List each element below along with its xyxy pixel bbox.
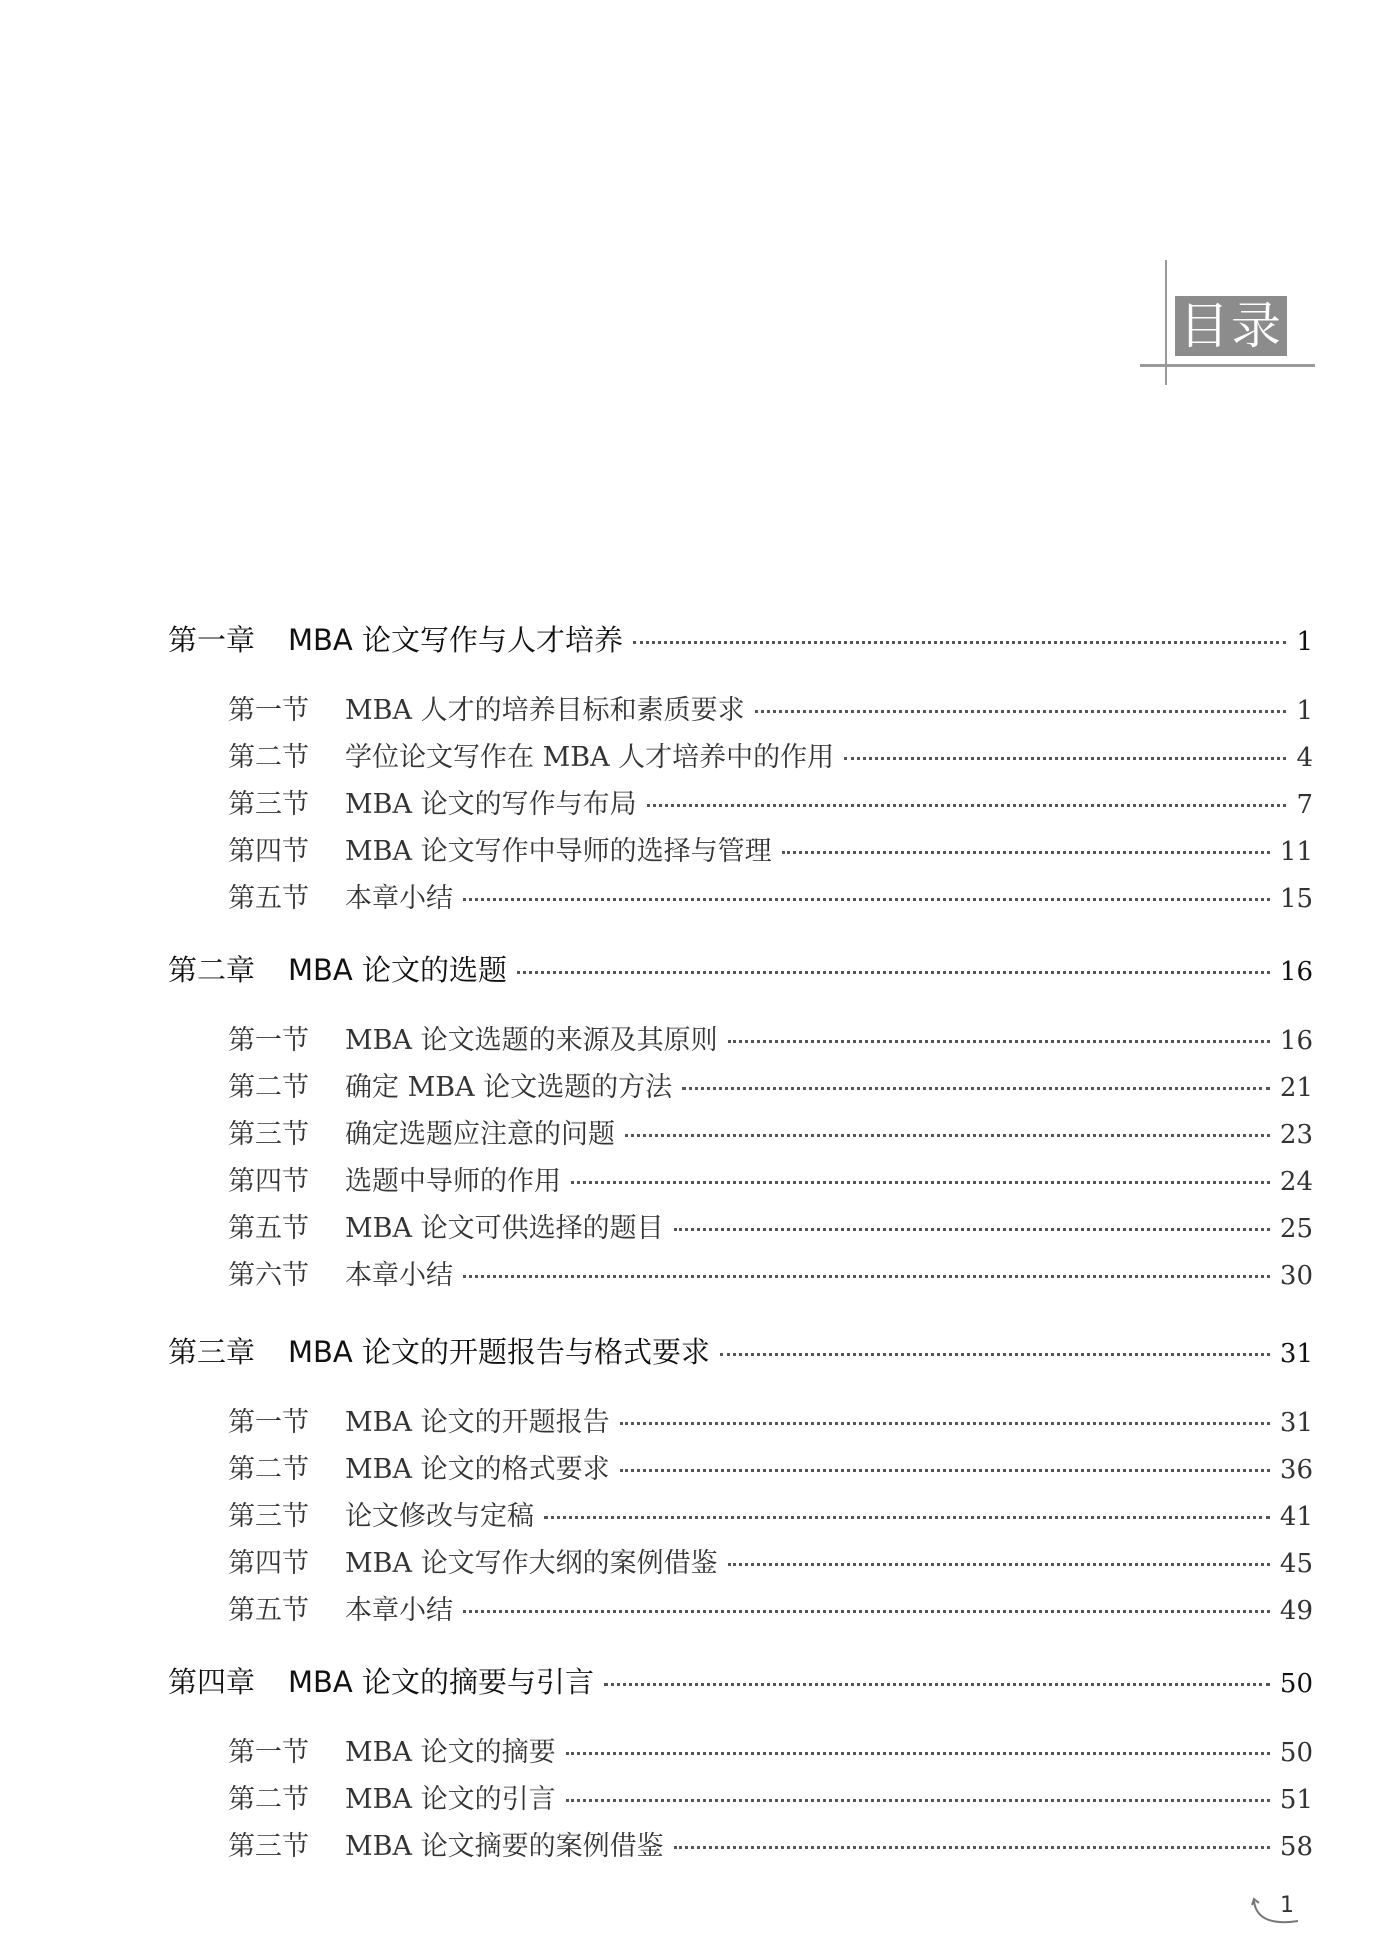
- page-folio: [1250, 1893, 1310, 1933]
- entry-page-number: 50: [1279, 1738, 1313, 1768]
- chapter-entry[interactable]: [168, 618, 1313, 659]
- dot-leader: [625, 1134, 1270, 1137]
- chapter-entry[interactable]: [168, 948, 1313, 989]
- entry-title: MBA 论文写作与人才培养: [288, 623, 623, 657]
- entry-number: 第三章: [168, 1335, 256, 1369]
- entry-title: 本章小结: [345, 1595, 453, 1626]
- entry-title: MBA 论文摘要的案例借鉴: [345, 1831, 664, 1862]
- entry-title: 确定选题应注意的问题: [345, 1119, 615, 1150]
- entry-title: MBA 论文的格式要求: [345, 1454, 610, 1485]
- dot-leader: [728, 1040, 1270, 1043]
- section-entry[interactable]: [228, 1541, 1313, 1580]
- entry-number: 第二章: [168, 953, 256, 987]
- entry-number: 第一节: [228, 695, 309, 726]
- entry-title: 学位论文写作在 MBA 人才培养中的作用: [345, 742, 835, 773]
- dot-leader: [620, 1422, 1270, 1425]
- entry-number: 第四章: [168, 1665, 256, 1699]
- dot-leader: [844, 757, 1286, 760]
- section-entry[interactable]: [228, 1447, 1313, 1486]
- entry-number: 第四节: [228, 1166, 309, 1197]
- section-entry[interactable]: [228, 1159, 1313, 1198]
- entry-number: 第三节: [228, 1119, 309, 1150]
- entry-page-number: 30: [1279, 1261, 1313, 1291]
- entry-page-number: 15: [1279, 884, 1313, 914]
- entry-title: 本章小结: [345, 883, 453, 914]
- section-entry[interactable]: [228, 1777, 1313, 1816]
- dot-leader: [544, 1516, 1270, 1519]
- section-entry[interactable]: [228, 1494, 1313, 1533]
- dot-leader: [755, 710, 1287, 713]
- entry-title: MBA 论文可供选择的题目: [345, 1213, 664, 1244]
- page-number: 1: [1280, 1893, 1294, 1918]
- dot-leader: [674, 1846, 1270, 1849]
- entry-page-number: 58: [1279, 1832, 1313, 1862]
- entry-page-number: 50: [1279, 1669, 1313, 1699]
- entry-page-number: 24: [1279, 1167, 1313, 1197]
- section-entry[interactable]: [228, 1730, 1313, 1769]
- entry-title: MBA 人才的培养目标和素质要求: [345, 695, 745, 726]
- entry-number: 第三节: [228, 789, 309, 820]
- section-entry[interactable]: [228, 782, 1313, 821]
- toc-heading: [1140, 260, 1315, 385]
- entry-title: MBA 论文的写作与布局: [345, 789, 637, 820]
- entry-page-number: 16: [1279, 957, 1313, 987]
- dot-leader: [647, 804, 1287, 807]
- entry-title: 本章小结: [345, 1260, 453, 1291]
- entry-title: MBA 论文的开题报告与格式要求: [288, 1335, 710, 1369]
- entry-number: 第一节: [228, 1025, 309, 1056]
- entry-page-number: 7: [1296, 790, 1313, 820]
- entry-page-number: 31: [1279, 1339, 1313, 1369]
- section-entry[interactable]: [228, 735, 1313, 774]
- entry-number: 第二节: [228, 742, 309, 773]
- dot-leader: [566, 1752, 1270, 1755]
- entry-page-number: 1: [1296, 696, 1313, 726]
- entry-title: MBA 论文写作中导师的选择与管理: [345, 836, 772, 867]
- dot-leader: [728, 1563, 1270, 1566]
- entry-page-number: 4: [1296, 743, 1313, 773]
- entry-page-number: 49: [1279, 1596, 1313, 1626]
- entry-number: 第五节: [228, 883, 309, 914]
- entry-page-number: 25: [1279, 1214, 1313, 1244]
- section-entry[interactable]: [228, 1588, 1313, 1627]
- dot-leader: [782, 851, 1270, 854]
- entry-number: 第四节: [228, 836, 309, 867]
- entry-title: 确定 MBA 论文选题的方法: [345, 1072, 673, 1103]
- section-entry[interactable]: [228, 1206, 1313, 1245]
- entry-title: MBA 论文的选题: [288, 953, 507, 987]
- section-entry[interactable]: [228, 688, 1313, 727]
- dot-leader: [620, 1469, 1270, 1472]
- entry-number: 第一节: [228, 1737, 309, 1768]
- section-entry[interactable]: [228, 1112, 1313, 1151]
- entry-number: 第二节: [228, 1454, 309, 1485]
- section-entry[interactable]: [228, 1065, 1313, 1104]
- chapter-entry[interactable]: [168, 1660, 1313, 1701]
- dot-leader: [463, 1610, 1270, 1613]
- entry-page-number: 31: [1279, 1408, 1313, 1438]
- entry-number: 第三节: [228, 1831, 309, 1862]
- entry-title: 论文修改与定稿: [345, 1501, 534, 1532]
- page-title: 目录: [1175, 296, 1287, 356]
- entry-title: MBA 论文的开题报告: [345, 1407, 610, 1438]
- entry-title: MBA 论文写作大纲的案例借鉴: [345, 1548, 718, 1579]
- entry-number: 第一章: [168, 623, 256, 657]
- entry-title: MBA 论文的摘要与引言: [288, 1665, 594, 1699]
- entry-number: 第二节: [228, 1784, 309, 1815]
- section-entry[interactable]: [228, 1253, 1313, 1292]
- entry-number: 第三节: [228, 1501, 309, 1532]
- section-entry[interactable]: [228, 1018, 1313, 1057]
- dot-leader: [463, 1275, 1270, 1278]
- dot-leader: [633, 641, 1286, 644]
- entry-page-number: 1: [1296, 627, 1313, 657]
- entry-title: MBA 论文的引言: [345, 1784, 556, 1815]
- dot-leader: [720, 1353, 1270, 1356]
- entry-title: 选题中导师的作用: [345, 1166, 561, 1197]
- chapter-entry[interactable]: [168, 1330, 1313, 1371]
- section-entry[interactable]: [228, 876, 1313, 915]
- entry-number: 第五节: [228, 1595, 309, 1626]
- section-entry[interactable]: [228, 1824, 1313, 1863]
- entry-page-number: 23: [1279, 1120, 1313, 1150]
- dot-leader: [604, 1683, 1270, 1686]
- entry-page-number: 36: [1279, 1455, 1313, 1485]
- dot-leader: [682, 1087, 1270, 1090]
- entry-title: MBA 论文选题的来源及其原则: [345, 1025, 718, 1056]
- dot-leader: [674, 1228, 1270, 1231]
- dot-leader: [566, 1799, 1270, 1802]
- entry-number: 第五节: [228, 1213, 309, 1244]
- entry-number: 第六节: [228, 1260, 309, 1291]
- dot-leader: [517, 971, 1270, 974]
- dot-leader: [571, 1181, 1270, 1184]
- entry-page-number: 16: [1279, 1026, 1313, 1056]
- entry-number: 第四节: [228, 1548, 309, 1579]
- entry-title: MBA 论文的摘要: [345, 1737, 556, 1768]
- heading-horizontal-rule: [1140, 364, 1315, 367]
- entry-page-number: 11: [1279, 837, 1313, 867]
- entry-page-number: 21: [1279, 1073, 1313, 1103]
- entry-page-number: 41: [1279, 1502, 1313, 1532]
- section-entry[interactable]: [228, 1400, 1313, 1439]
- entry-number: 第一节: [228, 1407, 309, 1438]
- entry-page-number: 45: [1279, 1549, 1313, 1579]
- entry-page-number: 51: [1279, 1785, 1313, 1815]
- section-entry[interactable]: [228, 829, 1313, 868]
- entry-number: 第二节: [228, 1072, 309, 1103]
- dot-leader: [463, 898, 1270, 901]
